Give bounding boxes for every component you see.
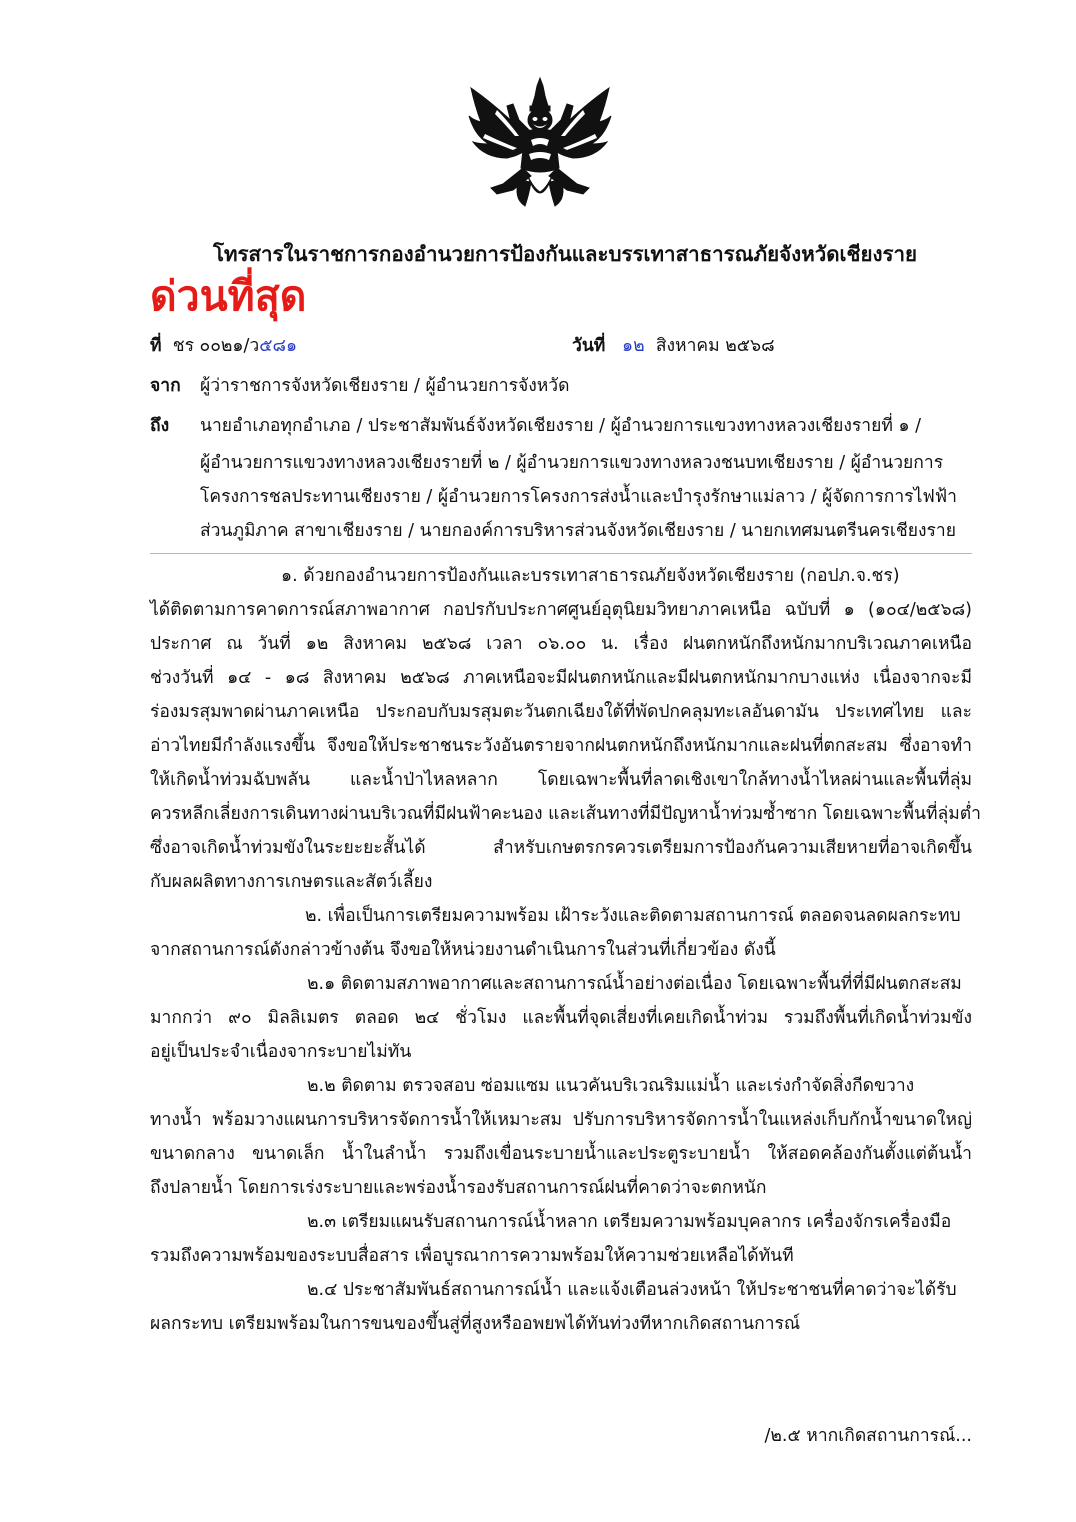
recipient-line: ส่วนภูมิภาค สาขาเชียงราย / นายกองค์การบริหารส่วนจังหวัดเชียงราย / นายกเทศมนตรีนครเชียงราย bbox=[200, 521, 957, 541]
ref-label: ที่ bbox=[150, 336, 162, 356]
to-label: ถึง bbox=[150, 416, 170, 436]
date-label: วันที่ bbox=[572, 336, 606, 356]
body-line: ซึ่งอาจเกิดน้ำท่วมขังในระยะยะสั้นได้ สำหรับเกษตรกรควรเตรียมการป้องกันความเสียหายที่อาจเกิดขึ้น bbox=[150, 838, 972, 858]
body-line: ๒.๓ เตรียมแผนรับสถานการณ์น้ำหลาก เตรียมความพร้อมบุคลากร เครื่องจักรเครื่องมือ bbox=[307, 1212, 952, 1232]
body-line: ๑. ด้วยกองอำนวยการป้องกันและบรรเทาสาธารณภัยจังหวัดเชียงราย (กอปภ.จ.ชร) bbox=[281, 566, 900, 586]
body-line: ให้เกิดน้ำท่วมฉับพลัน และน้ำป่าไหลหลาก โดยเฉพาะพื้นที่ลาดเชิงเขาใกล้ทางน้ำไหลผ่านและพื้นที่ลุ่ม bbox=[150, 770, 972, 790]
header-divider bbox=[150, 553, 972, 554]
body-line: มากกว่า ๙๐ มิลลิเมตร ตลอด ๒๔ ชั่วโมง และพื้นที่จุดเสี่ยงที่เคยเกิดน้ำท่วม รวมถึงพื้นที่เกิดน้ำท่วมขัง bbox=[150, 1008, 972, 1028]
urgency-stamp: ด่วนที่สุด bbox=[150, 273, 307, 319]
body-line: ๒.๑ ติดตามสภาพอากาศและสถานการณ์น้ำอย่างต่อเนื่อง โดยเฉพาะพื้นที่ที่มีฝนตกสะสม bbox=[307, 974, 962, 994]
body-line: ควรหลีกเลี่ยงการเดินทางผ่านบริเวณที่มีฝนฟ้าคะนอง และเส้นทางที่มีปัญหาน้ำท่วมซ้ำซาก โดยเฉพาะพื้นที่ลุ่มต่ำ bbox=[150, 804, 981, 824]
ref-number: ๕๘๑ bbox=[259, 336, 298, 356]
body-line: กับผลผลิตทางการเกษตรและสัตว์เลี้ยง bbox=[150, 872, 433, 892]
recipient-line: โครงการชลประทานเชียงราย / ผู้อำนวยการโครงการส่งน้ำและบำรุงรักษาแม่ลาว / ผู้จัดการการไฟฟ้า bbox=[200, 487, 957, 507]
date-month-year: สิงหาคม ๒๕๖๘ bbox=[655, 336, 775, 356]
body-line: ขนาดกลาง ขนาดเล็ก น้ำในลำน้ำ รวมถึงเขื่อนระบายน้ำและประตูระบายน้ำ ให้สอดคล้องกันตั้งแต่ต้นน้ำ bbox=[150, 1144, 972, 1164]
body-line: ๒.๒ ติดตาม ตรวจสอบ ซ่อมแซม แนวคันบริเวณริมแม่น้ำ และเร่งกำจัดสิ่งกีดขวาง bbox=[307, 1076, 915, 1096]
body-line: ๒.๔ ประชาสัมพันธ์สถานการณ์น้ำ และแจ้งเตือนล่วงหน้า ให้ประชาชนที่คาดว่าจะได้รับ bbox=[307, 1280, 957, 1300]
from-label: จาก bbox=[150, 376, 181, 396]
recipient-line: นายอำเภอทุกอำเภอ / ประชาสัมพันธ์จังหวัดเชียงราย / ผู้อำนวยการแขวงทางหลวงเชียงรายที่ ๑ / bbox=[200, 416, 922, 436]
body-line: ร่องมรสุมพาดผ่านภาคเหนือ ประกอบกับมรสุมตะวันตกเฉียงใต้ที่พัดปกคลุมทะเลอันดามัน ประเทศไทย และ bbox=[150, 702, 972, 722]
garuda-emblem-icon bbox=[467, 76, 613, 212]
body-line: ช่วงวันที่ ๑๔ - ๑๘ สิงหาคม ๒๕๖๘ ภาคเหนือจะมีฝนตกหนักและมีฝนตกหนักมากบางแห่ง เนื่องจากจะมี bbox=[150, 668, 972, 688]
body-line: จากสถานการณ์ดังกล่าวข้างต้น จึงขอให้หน่วยงานดำเนินการในส่วนที่เกี่ยวข้อง ดังนี้ bbox=[150, 940, 776, 960]
body-line: ทางน้ำ พร้อมวางแผนการบริหารจัดการน้ำให้เหมาะสม ปรับการบริหารจัดการน้ำในแหล่งเก็บกักน้ำขนาดใหญ่ bbox=[150, 1110, 972, 1130]
body-line: ประกาศ ณ วันที่ ๑๒ สิงหาคม ๒๕๖๘ เวลา ๐๖.๐๐ น. เรื่อง ฝนตกหนักถึงหนักมากบริเวณภาคเหนือ bbox=[150, 634, 972, 654]
body-line: ถึงปลายน้ำ โดยการเร่งระบายและพร่องน้ำรองรับสถานการณ์ฝนที่คาดว่าจะตกหนัก bbox=[150, 1178, 767, 1198]
continuation-note: /๒.๕ หากเกิดสถานการณ์... bbox=[764, 1426, 972, 1446]
from-line bbox=[150, 378, 181, 396]
body-line: อยู่เป็นประจำเนื่องจากระบายไม่ทัน bbox=[150, 1042, 412, 1062]
recipient-line: ผู้อำนวยการแขวงทางหลวงเชียงรายที่ ๒ / ผู้อำนวยการแขวงทางหลวงชนบทเชียงราย / ผู้อำนวยการ bbox=[200, 453, 944, 473]
document-title: โทรสารในราชการกองอำนวยการป้องกันและบรรเทาสาธารณภัยจังหวัดเชียงราย bbox=[212, 242, 918, 266]
body-line: ได้ติดตามการคาดการณ์สภาพอากาศ กอปรกับประกาศศูนย์อุตุนิยมวิทยาภาคเหนือ ฉบับที่ ๑ (๑๐๔/๒๕๖๘) bbox=[150, 600, 972, 620]
ref-prefix: ชร ๐๐๒๑/ว bbox=[172, 336, 260, 356]
reference-number bbox=[150, 338, 297, 356]
body-line: ๒. เพื่อเป็นการเตรียมความพร้อม เฝ้าระวังและติดตามสถานการณ์ ตลอดจนลดผลกระทบ bbox=[305, 906, 961, 926]
date-day: ๑๒ bbox=[622, 336, 645, 356]
body-line: รวมถึงความพร้อมของระบบสื่อสาร เพื่อบูรณาการความพร้อมให้ความช่วยเหลือได้ทันที bbox=[150, 1246, 794, 1266]
to-line bbox=[150, 418, 169, 436]
body-line: ผลกระทบ เตรียมพร้อมในการขนของขึ้นสู่ที่สูงหรืออพยพได้ทันท่วงทีหากเกิดสถานการณ์ bbox=[150, 1314, 801, 1334]
body-line: อ่าวไทยมีกำลังแรงขึ้น จึงขอให้ประชาชนระวังอันตรายจากฝนตกหนักถึงหนักมากและฝนที่ตกสะสม ซึ่งอาจทำ bbox=[150, 736, 972, 756]
from-value: ผู้ว่าราชการจังหวัดเชียงราย / ผู้อำนวยการจังหวัด bbox=[200, 376, 570, 396]
document-date bbox=[572, 338, 775, 356]
